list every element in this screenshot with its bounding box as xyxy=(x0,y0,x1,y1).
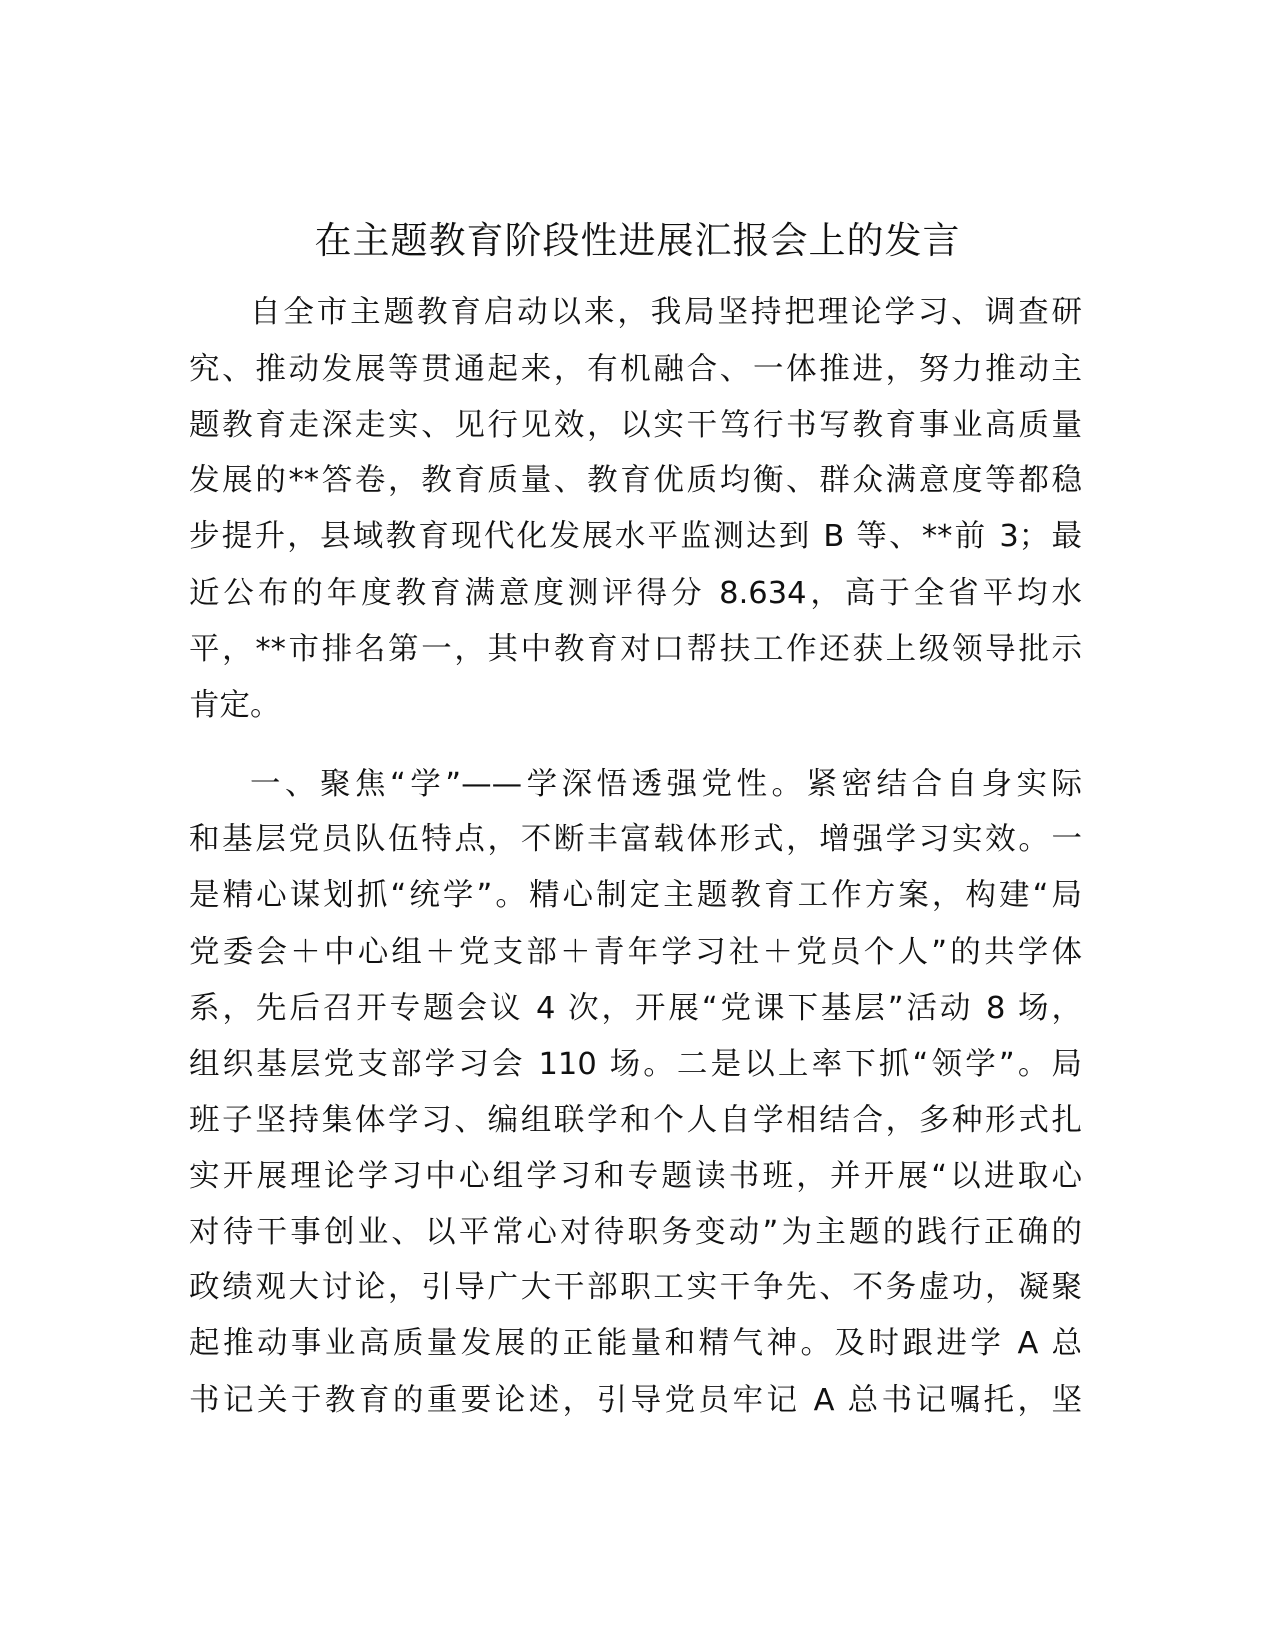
paragraph-2-line-7: 班子坚持集体学习、编组联学和个人自学相结合，多种形式扎 xyxy=(189,1103,1082,1138)
paragraph-1-line-7: 平，**市排名第一，其中教育对口帮扶工作还获上级领导批示 xyxy=(189,632,1082,667)
paragraph-2-line-2: 和基层党员队伍特点，不断丰富载体形式，增强学习实效。一 xyxy=(189,822,1082,857)
paragraph-1-line-6: 近公布的年度教育满意度测评得分 8.634，高于全省平均水 xyxy=(189,576,1082,611)
paragraph-2-line-1: 一、聚焦“学”——学深悟透强党性。紧密结合自身实际 xyxy=(250,767,1082,802)
paragraph-2-line-9: 对待干事创业、以平常心对待职务变动”为主题的践行正确的 xyxy=(189,1215,1082,1250)
paragraph-2-line-5: 系，先后召开专题会议 4 次，开展“党课下基层”活动 8 场， xyxy=(189,991,1082,1026)
paragraph-2-line-8: 实开展理论学习中心组学习和专题读书班，并开展“以进取心 xyxy=(189,1159,1082,1194)
paragraph-1-line-2: 究、推动发展等贯通起来，有机融合、一体推进，努力推动主 xyxy=(189,352,1082,387)
document-title: 在主题教育阶段性进展汇报会上的发言 xyxy=(314,219,961,262)
paragraph-2-line-12: 书记关于教育的重要论述，引导党员牢记 A 总书记嘱托，坚 xyxy=(189,1383,1082,1418)
paragraph-1-line-4: 发展的**答卷，教育质量、教育优质均衡、群众满意度等都稳 xyxy=(189,463,1082,498)
paragraph-2-line-6: 组织基层党支部学习会 110 场。二是以上率下抓“领学”。局 xyxy=(189,1047,1082,1082)
paragraph-2-line-3: 是精心谋划抓“统学”。精心制定主题教育工作方案，构建“局 xyxy=(189,878,1082,913)
paragraph-1-line-3: 题教育走深走实、见行见效，以实干笃行书写教育事业高质量 xyxy=(189,408,1082,443)
paragraph-2-line-11: 起推动事业高质量发展的正能量和精气神。及时跟进学 A 总 xyxy=(189,1326,1082,1361)
paragraph-1-line-1: 自全市主题教育启动以来，我局坚持把理论学习、调查研 xyxy=(250,295,1082,330)
paragraph-1-line-5: 步提升，县域教育现代化发展水平监测达到 B 等、**前 3；最 xyxy=(189,519,1082,554)
paragraph-2-line-4: 党委会＋中心组＋党支部＋青年学习社＋党员个人”的共学体 xyxy=(189,935,1082,970)
paragraph-1-line-8: 肯定。 xyxy=(189,688,281,723)
paragraph-2-line-10: 政绩观大讨论，引导广大干部职工实干争先、不务虚功，凝聚 xyxy=(189,1270,1082,1305)
